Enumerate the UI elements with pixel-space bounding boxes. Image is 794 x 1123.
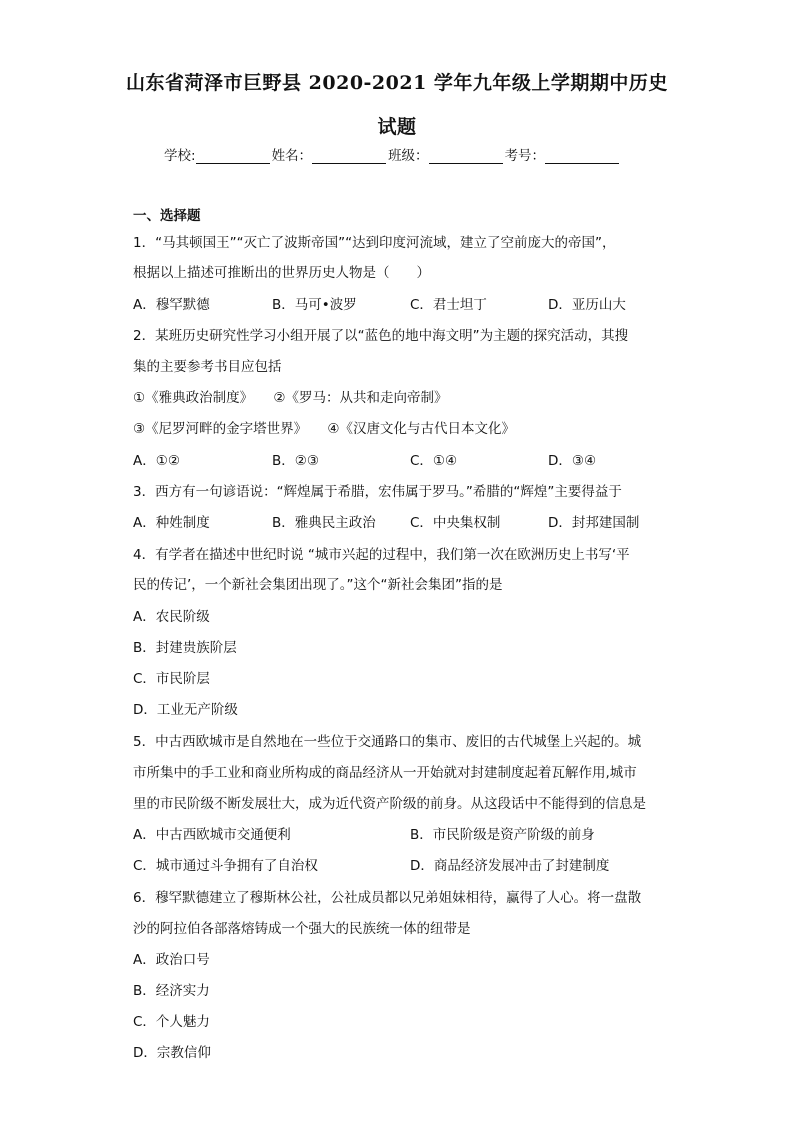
class-blank[interactable] [429, 149, 503, 164]
q4-option-c: C．市民阶层 [133, 671, 210, 687]
q3-option-a: A．种姓制度 [133, 515, 210, 531]
question-6-text: 6．穆罕默德建立了穆斯林公社，公社成员都以兄弟姐妹相待，赢得了人心。将一盘散 [133, 890, 642, 906]
q2-option-c: C．①④ [410, 453, 458, 469]
question-1-text: 1．“马其顿国王”“灭亡了波斯帝国”“达到印度河流域，建立了空前庞大的帝国”， [133, 235, 616, 251]
name-blank[interactable] [312, 149, 386, 164]
question-2-items: ①《雅典政治制度》 ②《罗马：从共和走向帝制》 [133, 390, 448, 406]
q1-option-a: A．穆罕默德 [133, 297, 210, 313]
q3-option-c: C．中央集权制 [410, 515, 501, 531]
q4-option-b: B．封建贵族阶层 [133, 640, 237, 656]
q2-option-a: A．①② [133, 453, 180, 469]
name-label: 姓名： [271, 148, 313, 164]
page-title: 山东省菏泽市巨野县 2020-2021 学年九年级上学期期中历史 [126, 72, 668, 94]
class-label: 班级： [388, 148, 429, 164]
q4-option-a: A．农民阶级 [133, 609, 210, 625]
q2-option-b: B．②③ [272, 453, 319, 469]
q3-option-d: D．封邦建国制 [548, 515, 640, 531]
school-label: 学校: [164, 148, 196, 164]
school-blank[interactable] [196, 149, 270, 164]
question-1-text-cont: 根据以上描述可推断出的世界历史人物是（ ） [133, 265, 430, 281]
q4-option-d: D．工业无产阶级 [133, 702, 238, 718]
question-2-text-cont: 集的主要参考书目应包括 [133, 359, 282, 375]
q6-option-d: D．宗教信仰 [133, 1045, 211, 1061]
question-5-text-cont2: 里的市民阶级不断发展壮大，成为近代资产阶级的前身。从这段话中不能得到的信息是 [133, 796, 646, 812]
number-blank[interactable] [545, 149, 619, 164]
section-title: 一、选择题 [133, 208, 201, 224]
q6-option-a: A．政治口号 [133, 952, 210, 968]
question-5-text-cont: 市所集中的手工业和商业所构成的商品经济从一开始就对封建制度起着瓦解作用,城市 [133, 765, 637, 781]
page-title-continued: 试题 [377, 116, 417, 138]
student-info-row [164, 144, 621, 164]
q3-option-b: B．雅典民主政治 [272, 515, 376, 531]
q1-option-c: C．君士坦丁 [410, 297, 487, 313]
q5-option-a: A．中古西欧城市交通便利 [133, 827, 291, 843]
q6-option-c: C．个人魅力 [133, 1014, 210, 1030]
question-4-text: 4．有学者在描述中世纪时说 “城市兴起的过程中，我们第一次在欧洲历史上书写‘平 [133, 547, 630, 563]
question-4-text-cont: 民的传记’，一个新社会集团出现了。”这个“新社会集团”指的是 [133, 577, 503, 593]
question-2-text: 2．某班历史研究性学习小组开展了以“蓝色的地中海文明”为主题的探究活动，其搜 [133, 328, 629, 344]
q1-option-d: D．亚历山大 [548, 297, 626, 313]
q5-option-d: D．商品经济发展冲击了封建制度 [410, 858, 610, 874]
q5-option-b: B．市民阶级是资产阶级的前身 [410, 827, 595, 843]
q6-option-b: B．经济实力 [133, 983, 210, 999]
question-6-text-cont: 沙的阿拉伯各部落熔铸成一个强大的民族统一体的纽带是 [133, 921, 471, 937]
number-label: 考号： [504, 148, 546, 164]
question-3-text: 3．西方有一句谚语说：“辉煌属于希腊，宏伟属于罗马。”希腊的“辉煌”主要得益于 [133, 484, 622, 500]
question-2-items-cont: ③《尼罗河畔的金字塔世界》 ④《汉唐文化与古代日本文化》 [133, 421, 515, 437]
q1-option-b: B．马可•波罗 [272, 297, 357, 313]
q2-option-d: D．③④ [548, 453, 597, 469]
q5-option-c: C．城市通过斗争拥有了自治权 [133, 858, 318, 874]
question-5-text: 5．中古西欧城市是自然地在一些位于交通路口的集市、废旧的古代城堡上兴起的。城 [133, 734, 642, 750]
